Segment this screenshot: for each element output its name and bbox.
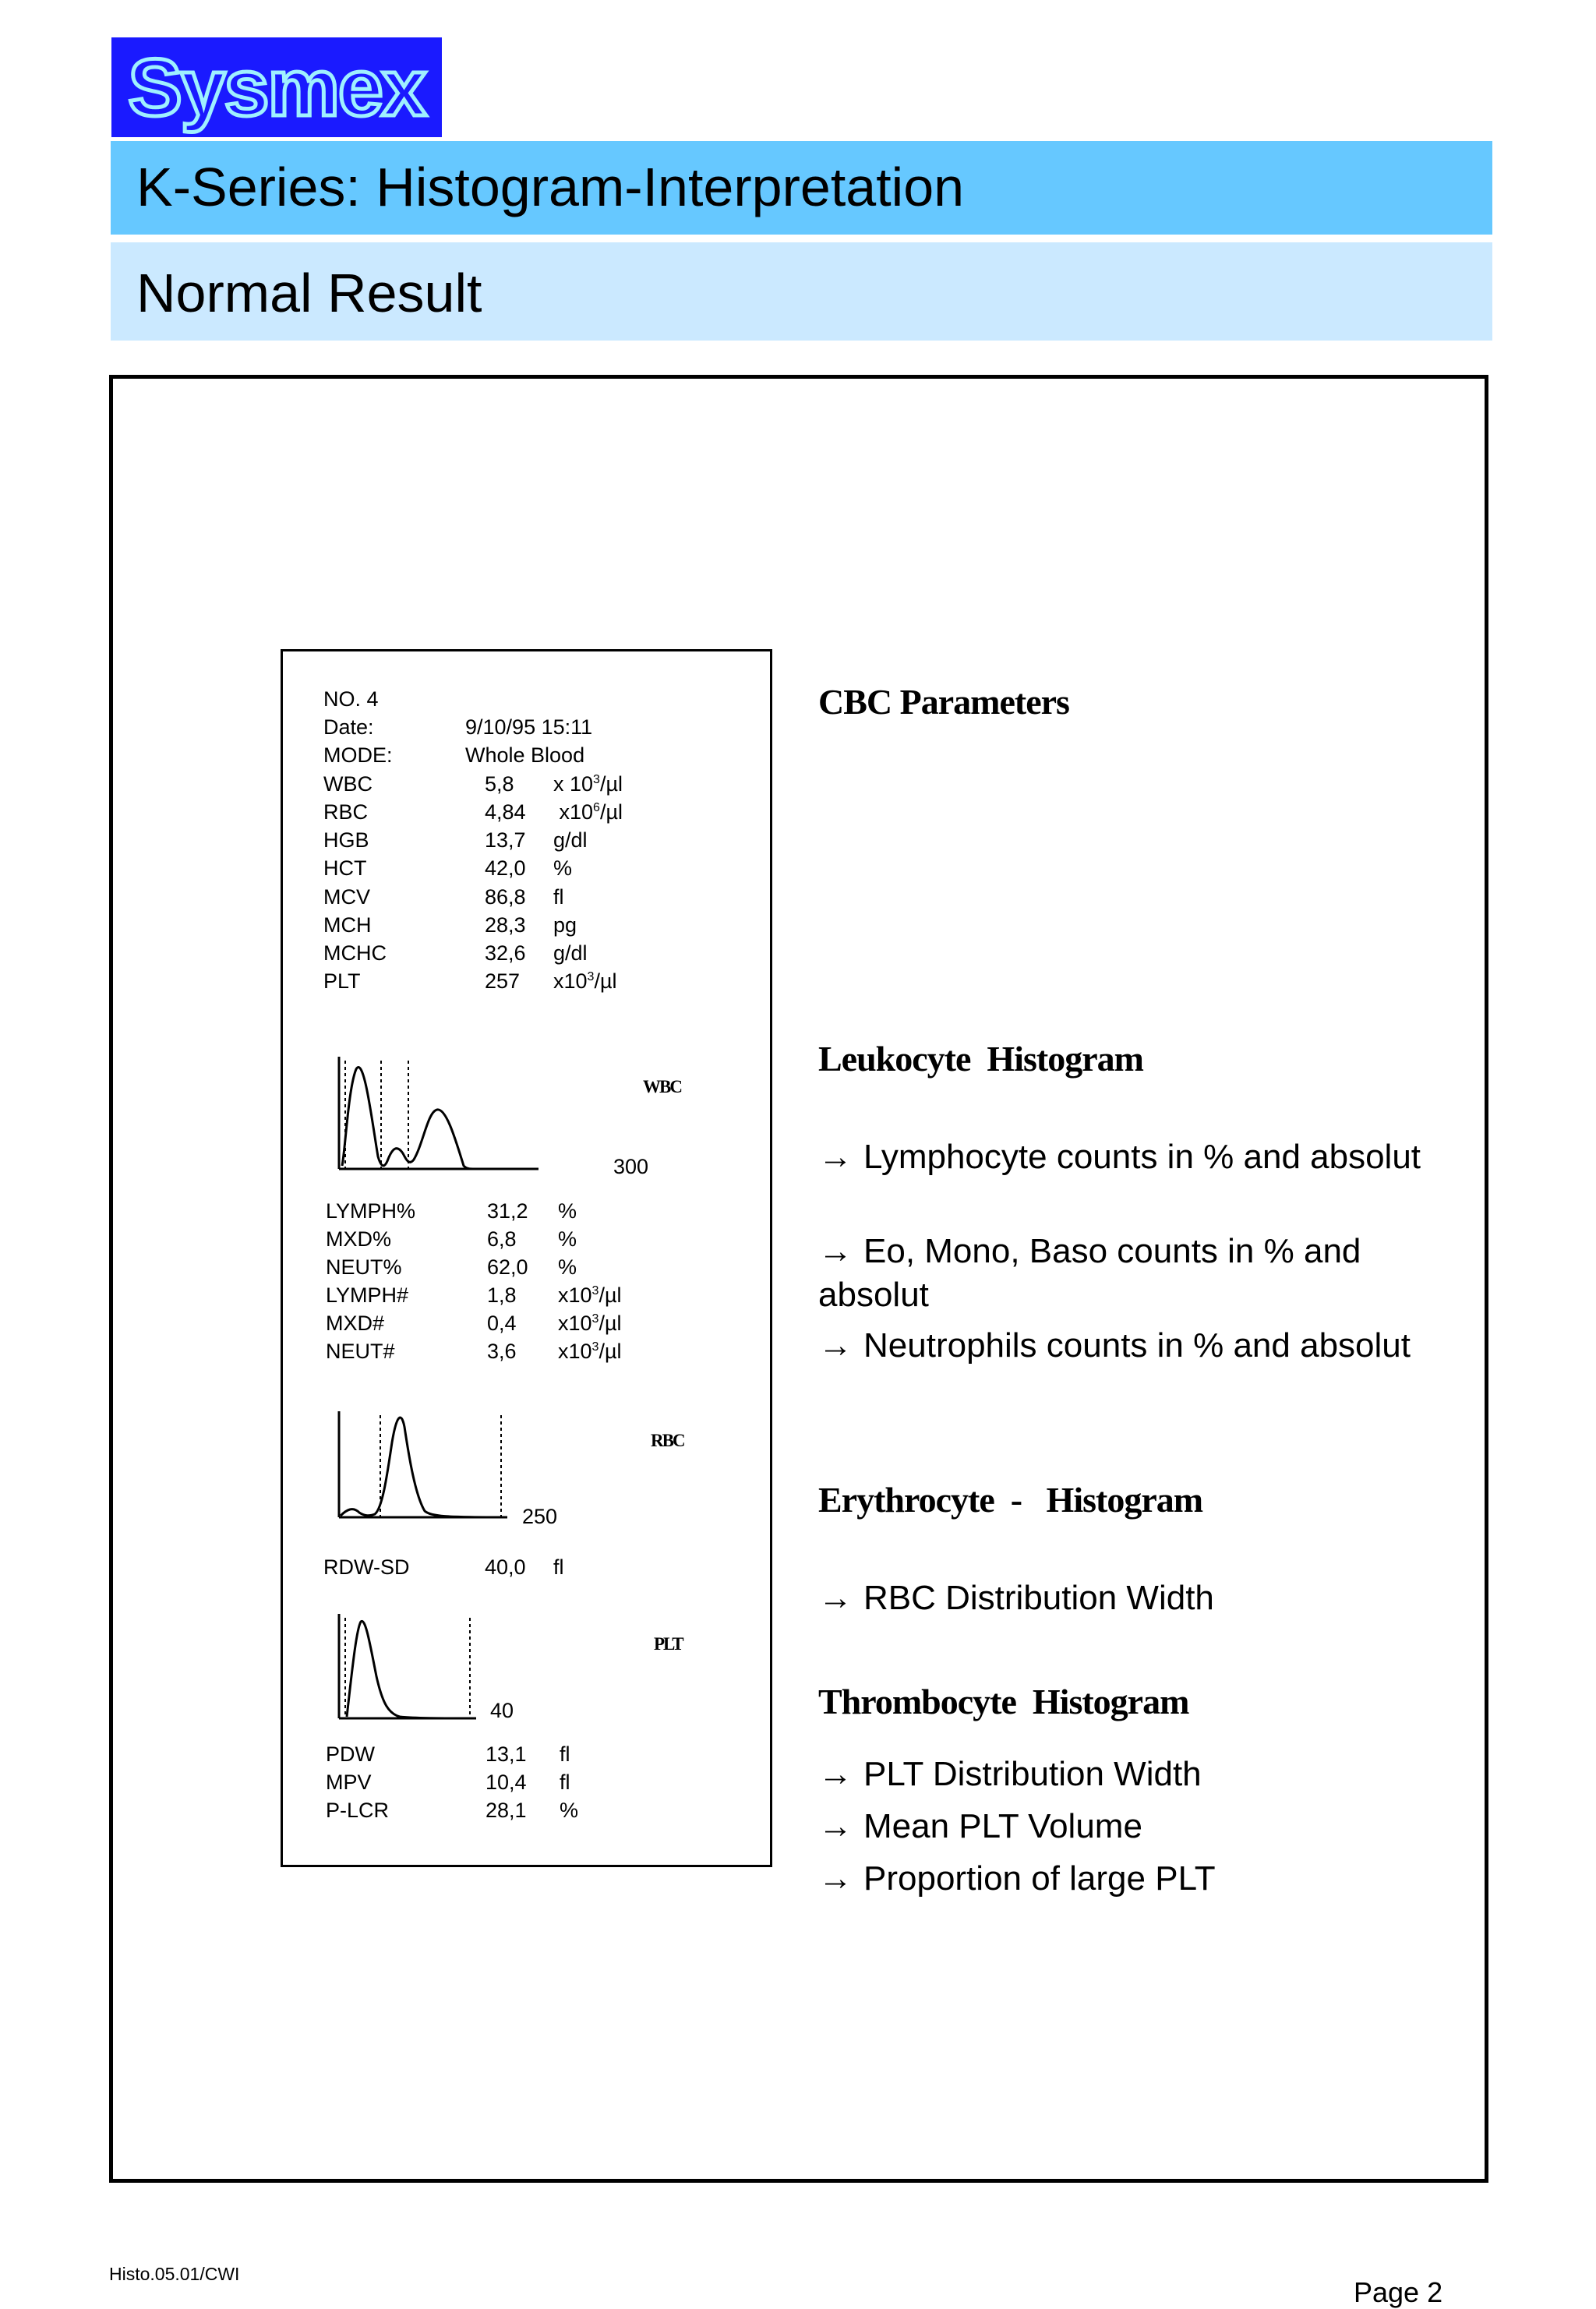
row-unit: $x10^6/\mu l$ bbox=[553, 800, 623, 824]
row-value: 4,84 bbox=[485, 800, 526, 824]
arrow-right-icon: → bbox=[818, 1807, 853, 1845]
thrombocyte-heading: Thrombocyte Histogram bbox=[818, 1682, 1189, 1721]
row-unit: % bbox=[558, 1255, 577, 1279]
erythrocyte-heading: Erythrocyte - Histogram bbox=[818, 1480, 1203, 1520]
erythrocyte-item: → RBC Distribution Width bbox=[818, 1576, 1457, 1620]
row-value: 13,7 bbox=[485, 828, 526, 852]
row-label: NEUT# bbox=[326, 1340, 395, 1363]
row-value: 5,8 bbox=[485, 772, 514, 796]
row-label: MCHC bbox=[323, 941, 387, 965]
row-unit: $x10^3/\mu l$ bbox=[558, 1340, 622, 1363]
row-label: NO. 4 bbox=[323, 687, 379, 711]
rbc-axis-max: 250 bbox=[522, 1505, 558, 1528]
row-value: 13,1 bbox=[486, 1742, 527, 1766]
row-value: 86,8 bbox=[485, 885, 526, 909]
cbc-heading: CBC Parameters bbox=[818, 682, 1069, 722]
row-label: LYMPH# bbox=[326, 1283, 409, 1307]
leukocyte-item: → Eo, Mono, Baso counts in % and absolut bbox=[818, 1230, 1457, 1317]
row-unit: g/dl bbox=[553, 941, 588, 965]
row-unit: % bbox=[558, 1199, 577, 1223]
row-value: 0,4 bbox=[487, 1312, 517, 1335]
row-unit: $x10^3/\mu l$ bbox=[558, 1283, 622, 1307]
row-value: 6,8 bbox=[487, 1227, 517, 1251]
arrow-right-icon: → bbox=[818, 1232, 853, 1270]
row-label: WBC bbox=[323, 772, 373, 796]
row-unit: % bbox=[560, 1799, 579, 1822]
arrow-right-icon: → bbox=[818, 1859, 853, 1898]
sysmex-logo bbox=[111, 37, 442, 137]
thrombocyte-item: → Proportion of large PLT bbox=[818, 1857, 1457, 1901]
row-label: MXD# bbox=[326, 1312, 385, 1335]
title-bar bbox=[111, 141, 1492, 235]
row-label: PDW bbox=[326, 1742, 375, 1766]
row-value: 10,4 bbox=[486, 1771, 527, 1794]
row-unit: fl bbox=[553, 1555, 564, 1579]
row-unit: $x10^3/\mu l$ bbox=[553, 969, 617, 993]
row-value: 3,6 bbox=[487, 1340, 517, 1363]
analyzer-printout bbox=[281, 649, 772, 1867]
row-label: MODE: bbox=[323, 743, 393, 767]
thrombocyte-item: → Mean PLT Volume bbox=[818, 1805, 1457, 1848]
row-unit: % bbox=[553, 856, 573, 880]
row-unit: fl bbox=[553, 885, 564, 909]
row-label: HCT bbox=[323, 856, 367, 880]
logo-wordmark: Sysmex bbox=[128, 43, 425, 133]
row-value: 257 bbox=[485, 969, 521, 993]
leukocyte-item: → Lymphocyte counts in % and absolut bbox=[818, 1135, 1457, 1179]
wbc-hist-label: WBC bbox=[643, 1077, 681, 1096]
row-label: P-LCR bbox=[326, 1799, 390, 1822]
row-label: PLT bbox=[323, 969, 361, 993]
row-label: Date: bbox=[323, 715, 374, 739]
plt-histogram bbox=[337, 1614, 478, 1721]
page-subtitle: Normal Result bbox=[136, 263, 482, 323]
row-unit: fl bbox=[560, 1771, 570, 1794]
rbc-histogram bbox=[337, 1411, 509, 1520]
arrow-right-icon: → bbox=[818, 1755, 853, 1793]
row-value: 9/10/95 15:11 bbox=[465, 715, 593, 739]
row-unit: pg bbox=[553, 913, 577, 937]
row-unit: x $10^3/\mu l$ bbox=[553, 772, 623, 796]
row-value: 28,1 bbox=[486, 1799, 527, 1822]
wbc-histogram bbox=[337, 1057, 540, 1174]
row-unit: % bbox=[558, 1227, 577, 1251]
row-label: MCV bbox=[323, 885, 370, 909]
row-unit: $x10^3/\mu l$ bbox=[558, 1312, 622, 1335]
row-value: 28,3 bbox=[485, 913, 526, 937]
rbc-hist-label: RBC bbox=[651, 1431, 684, 1450]
row-value: Whole Blood bbox=[465, 743, 585, 767]
row-label: LYMPH% bbox=[326, 1199, 416, 1223]
row-unit: fl bbox=[560, 1742, 570, 1766]
row-value: 1,8 bbox=[487, 1283, 517, 1307]
row-value: 40,0 bbox=[485, 1555, 526, 1579]
row-label: RBC bbox=[323, 800, 369, 824]
row-value: 62,0 bbox=[487, 1255, 528, 1279]
arrow-right-icon: → bbox=[818, 1138, 853, 1176]
thrombocyte-item: → PLT Distribution Width bbox=[818, 1753, 1457, 1796]
arrow-right-icon: → bbox=[818, 1579, 853, 1617]
row-value: 31,2 bbox=[487, 1199, 528, 1223]
page-number: Page 2 bbox=[1354, 2276, 1443, 2308]
wbc-axis-max: 300 bbox=[613, 1155, 649, 1178]
leukocyte-item: → Neutrophils counts in % and absolut bbox=[818, 1324, 1457, 1368]
plt-hist-label: PLT bbox=[654, 1634, 683, 1654]
row-label: MCH bbox=[323, 913, 372, 937]
row-label: RDW-SD bbox=[323, 1555, 410, 1579]
row-value: 32,6 bbox=[485, 941, 526, 965]
row-value: 42,0 bbox=[485, 856, 526, 880]
arrow-right-icon: → bbox=[818, 1326, 853, 1365]
row-label: MXD% bbox=[326, 1227, 392, 1251]
document-reference: Histo.05.01/CWI bbox=[109, 2264, 240, 2284]
plt-axis-max: 40 bbox=[490, 1699, 514, 1722]
row-label: MPV bbox=[326, 1771, 372, 1794]
row-label: NEUT% bbox=[326, 1255, 402, 1279]
row-label: HGB bbox=[323, 828, 369, 852]
leukocyte-heading: Leukocyte Histogram bbox=[818, 1039, 1143, 1079]
row-unit: g/dl bbox=[553, 828, 588, 852]
subtitle-bar bbox=[111, 242, 1492, 341]
page-title: K-Series: Histogram-Interpretation bbox=[136, 157, 965, 217]
